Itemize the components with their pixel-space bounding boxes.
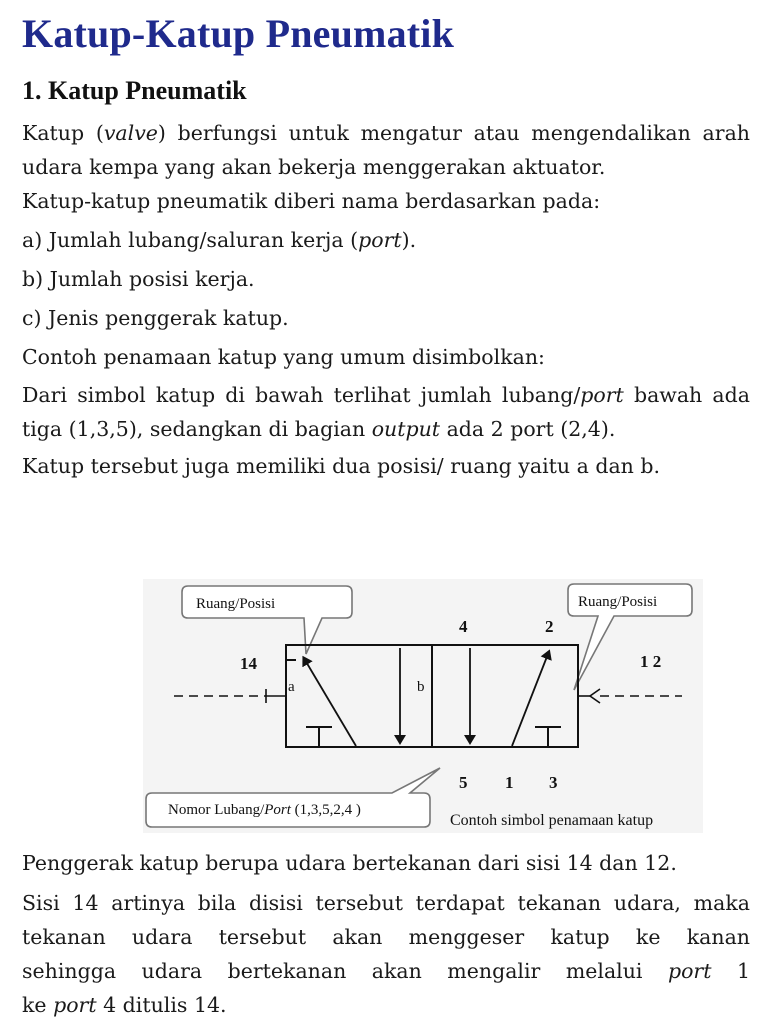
side-14-line-4: ke port 4 ditulis 14. xyxy=(22,993,227,1017)
port-label-4: 4 xyxy=(459,617,468,636)
port-desc-text-2: bawah ada tiga (1,3,5), sedangkan di bagian xyxy=(22,383,750,441)
naming-basis-paragraph: Katup-katup pneumatik diberi nama berdasarkan pada: xyxy=(22,189,601,213)
side-14-paragraph xyxy=(22,886,750,1022)
intro-text-1: Katup ( xyxy=(22,121,104,145)
callout-right xyxy=(568,584,692,690)
list-item-c: c) Jenis penggerak katup. xyxy=(22,306,289,330)
position-label-a: a xyxy=(288,679,295,695)
callout-left xyxy=(182,586,352,654)
pilot-label-14: 14 xyxy=(240,654,257,673)
figure-caption: Contoh simbol penamaan katup xyxy=(450,812,654,829)
callout-bottom-text: Nomor Lubang/Port (1,3,5,2,4 ) xyxy=(168,802,361,818)
example-intro-paragraph: Contoh penamaan katup yang umum disimbolkan: xyxy=(22,345,545,369)
port-label-5: 5 xyxy=(459,773,468,792)
flow-arrow-a-up xyxy=(305,660,356,746)
valve-body xyxy=(286,645,578,747)
intro-valve-term: valve xyxy=(103,121,158,145)
side-14-line-3: sehingga udara bertekanan akan mengalir melalui port 1 xyxy=(22,959,751,983)
port-desc-port: port xyxy=(580,383,624,407)
intro-text-2: ) berfungsi untuk mengatur atau mengendalikan arah udara kempa yang akan bekerja menggerakan aktuator. xyxy=(22,121,750,179)
flow-arrows xyxy=(305,648,548,746)
valve-position-b xyxy=(432,645,578,747)
callout-right-text: Ruang/Posisi xyxy=(578,594,658,610)
port-desc-output: output xyxy=(371,417,441,441)
blocked-ports xyxy=(306,727,561,746)
port-label-3: 3 xyxy=(549,773,558,792)
positions-paragraph: Katup tersebut juga memiliki dua posisi/ ruang yaitu a dan b. xyxy=(22,454,661,478)
list-item-a-port: port xyxy=(358,228,402,252)
flow-arrow-b-up xyxy=(512,654,548,746)
callout-bottom xyxy=(146,768,440,827)
port-desc-text-1: Dari simbol katup di bawah terlihat jumlah lubang/ xyxy=(22,383,581,407)
callout-left-text: Ruang/Posisi xyxy=(196,596,276,612)
position-label-b: b xyxy=(417,679,425,695)
list-item-a-text-1: a) Jumlah lubang/saluran kerja ( xyxy=(22,228,359,252)
actuation-paragraph: Penggerak katup berupa udara bertekanan dari sisi 14 dan 12. xyxy=(22,851,677,875)
port-label-2: 2 xyxy=(545,617,554,636)
side-14-line-1: Sisi 14 artinya bila disisi tersebut terdapat tekanan udara, maka xyxy=(22,891,750,915)
pilot-lines xyxy=(174,689,682,703)
page-title: Katup-Katup Pneumatik xyxy=(22,11,455,56)
port-label-1: 1 xyxy=(505,773,514,792)
list-item-b: b) Jumlah posisi kerja. xyxy=(22,267,255,291)
valve-position-a xyxy=(286,645,432,747)
pilot-label-12: 1 2 xyxy=(640,652,662,671)
section-heading: 1. Katup Pneumatik xyxy=(22,76,247,105)
list-item-a-text-2: ). xyxy=(401,228,417,252)
port-desc-text-3: ada 2 port (2,4). xyxy=(440,417,616,441)
side-14-line-2: tekanan udara tersebut akan menggeser katup ke kanan xyxy=(22,925,750,949)
